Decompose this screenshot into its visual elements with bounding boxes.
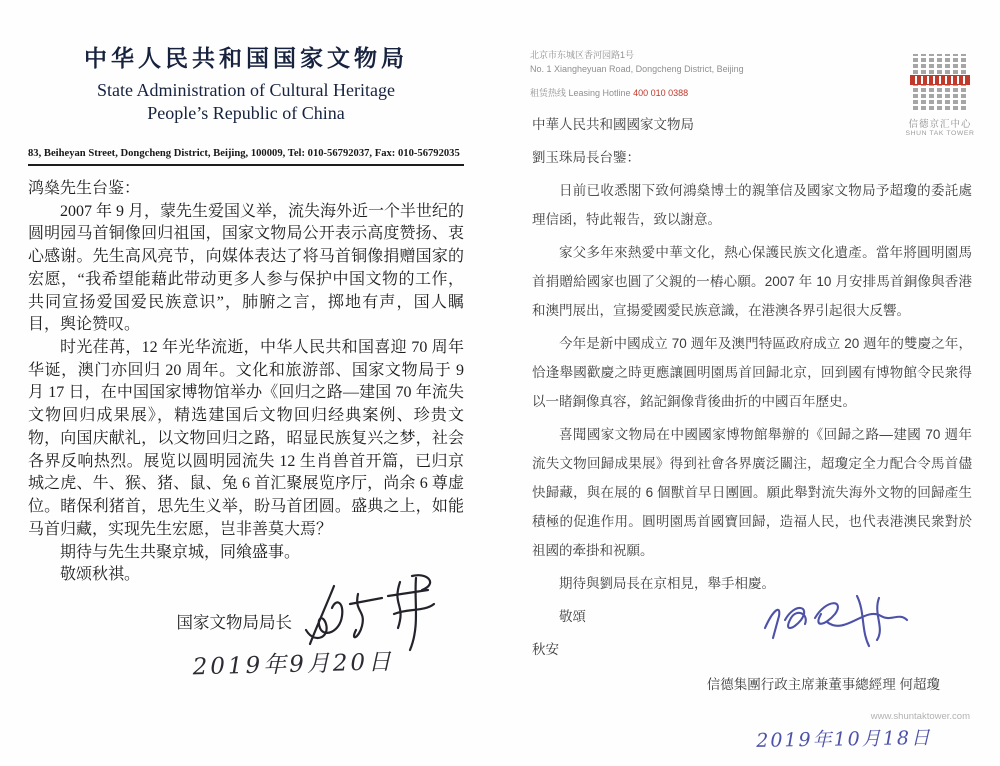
right-closing-block bbox=[532, 602, 972, 664]
right-paragraph-3: 今年是新中國成立 70 週年及澳門特區政府成立 20 週年的雙慶之年，恰逢舉國歡慶之時更應讓圓明園馬首回歸北京，回到國有博物館令民衆得以一睹銅像真容，銘記銅像背後曲折的中國百年歷史。 bbox=[532, 336, 972, 410]
right-address-cn: 北京市东城区香河园路1号 bbox=[530, 50, 635, 60]
left-paragraph-2: 时光荏苒，12 年光华流逝，中华人民共和国喜迎 70 周年华诞，澳门亦回归 20 周年。文化和旅游部、国家文物局于 9 月 17 日，在中国国家博物馆举办《回归之路—建国 70 年流失文物回归成果展》，精选建国后文物回归经典案例、珍贵文物，向国庆献礼，以文物回归之路，昭显民族复兴之梦，社会各界反响热烈。展览以圆明园流失 12 生肖兽首开篇，已归京城之虎、牛、猴、猪、鼠、兔 6 首汇聚展览序厅，尚余 6 尊虚位。睹保利猪首，思先生义举，盼马首团圆。盛典之上，如能马首归藏，实现先生宏愿，岂非善莫大焉？ bbox=[28, 339, 464, 538]
right-address-en: No. 1 Xiangheyuan Road, Dongcheng District, Beijing bbox=[530, 64, 744, 75]
left-letter-body bbox=[28, 178, 464, 587]
right-paragraph-4: 喜聞國家文物局在中國國家博物館舉辦的《回歸之路—建國 70 週年流失文物回歸成果展》得到社會各界廣泛關注，超瓊定全力配合令馬首儘快歸藏，與在展的 6 個獸首早日團圓。願此舉對流失海外文物的回歸產生積極的促進作用。圓明園馬首國寶回歸，造福人民，也代表港澳民衆對於祖國的牽掛和祝願。 bbox=[532, 427, 972, 559]
website-url: www.shuntaktower.com bbox=[870, 711, 970, 722]
blue-handwritten-signature-icon bbox=[757, 588, 917, 650]
left-paragraph-1: 2007 年 9 月，蒙先生爱国义举，流失海外近一个半世纪的圆明园马首铜像回归祖国，国家文物局公开表示高度赞扬、衷心感谢。先生高风亮节，向媒体表达了将马首铜像捐赠国家的宏愿，“我希望能藉此带动更多人参与保护中国文物的工作，共同宣扬爱国爱民族意识”，肺腑之言，掷地有声，国人瞩目，舆论赞叹。 bbox=[28, 202, 465, 334]
right-signature-line: 信德集團行政主席兼董事總經理 何超瓊 bbox=[706, 677, 940, 693]
left-salutation: 鸿燊先生台鉴： bbox=[28, 180, 141, 197]
handwritten-signature-icon bbox=[296, 572, 446, 652]
right-letter bbox=[518, 30, 980, 753]
left-paragraph-3: 期待与先生共聚京城，同飨盛事。 bbox=[60, 543, 301, 561]
right-letterhead-address bbox=[530, 48, 744, 100]
right-paragraph-1: 日前已收悉閣下致何鴻燊博士的親筆信及國家文物局予超瓊的委託處理信函，特此報告，致以謝意。 bbox=[532, 183, 972, 228]
hotline-number: 400 010 0388 bbox=[633, 87, 689, 98]
closing-season: 秋安 bbox=[532, 642, 559, 658]
right-salutation: 劉玉珠局長台鑒： bbox=[532, 150, 640, 166]
closing-respect: 敬頌 bbox=[559, 609, 586, 625]
right-recipient: 中華人民共和國國家文物局 bbox=[532, 117, 694, 132]
left-org-name-en-1: State Administration of Cultural Heritage bbox=[97, 80, 395, 100]
left-letter bbox=[28, 16, 464, 680]
hotline-label: 租赁热线 Leasing Hotline bbox=[530, 87, 631, 98]
left-org-name-en-2: People’s Republic of China bbox=[147, 102, 345, 123]
right-handwritten-date: 2019年10月18日 bbox=[756, 727, 933, 753]
left-paragraph-4: 敬颂秋祺。 bbox=[60, 566, 141, 584]
logo-red-band bbox=[910, 75, 970, 85]
logo-name-cn: 信德京汇中心 bbox=[908, 119, 972, 130]
logo-mosaic-icon bbox=[913, 54, 967, 112]
logo-name-en: SHUN TAK TOWER bbox=[905, 130, 975, 137]
left-org-name-cn: 中华人民共和国国家文物局 bbox=[84, 46, 408, 71]
left-signature-title: 国家文物局局长 bbox=[176, 612, 292, 632]
right-paragraph-2: 家父多年來熱愛中華文化，熱心保護民族文化遺產。當年將圓明園馬首捐贈給國家也圓了父親的一樁心願。2007 年 10 月安排馬首銅像與香港和澳門展出，宣揚愛國愛民族意識，在港澳各界引起很大反響。 bbox=[532, 245, 972, 319]
left-handwritten-date: 2019年9月20日 bbox=[192, 649, 395, 681]
left-address-line: 83, Beiheyan Street, Dongcheng District, Beijing, 100009, Tel: 010-56792037, Fax: 010-56792035 bbox=[28, 148, 464, 166]
right-paragraph-5: 期待與劉局長在京相見，舉手相慶。 bbox=[559, 576, 775, 592]
leasing-hotline bbox=[530, 86, 744, 100]
right-letter-body bbox=[532, 106, 972, 762]
